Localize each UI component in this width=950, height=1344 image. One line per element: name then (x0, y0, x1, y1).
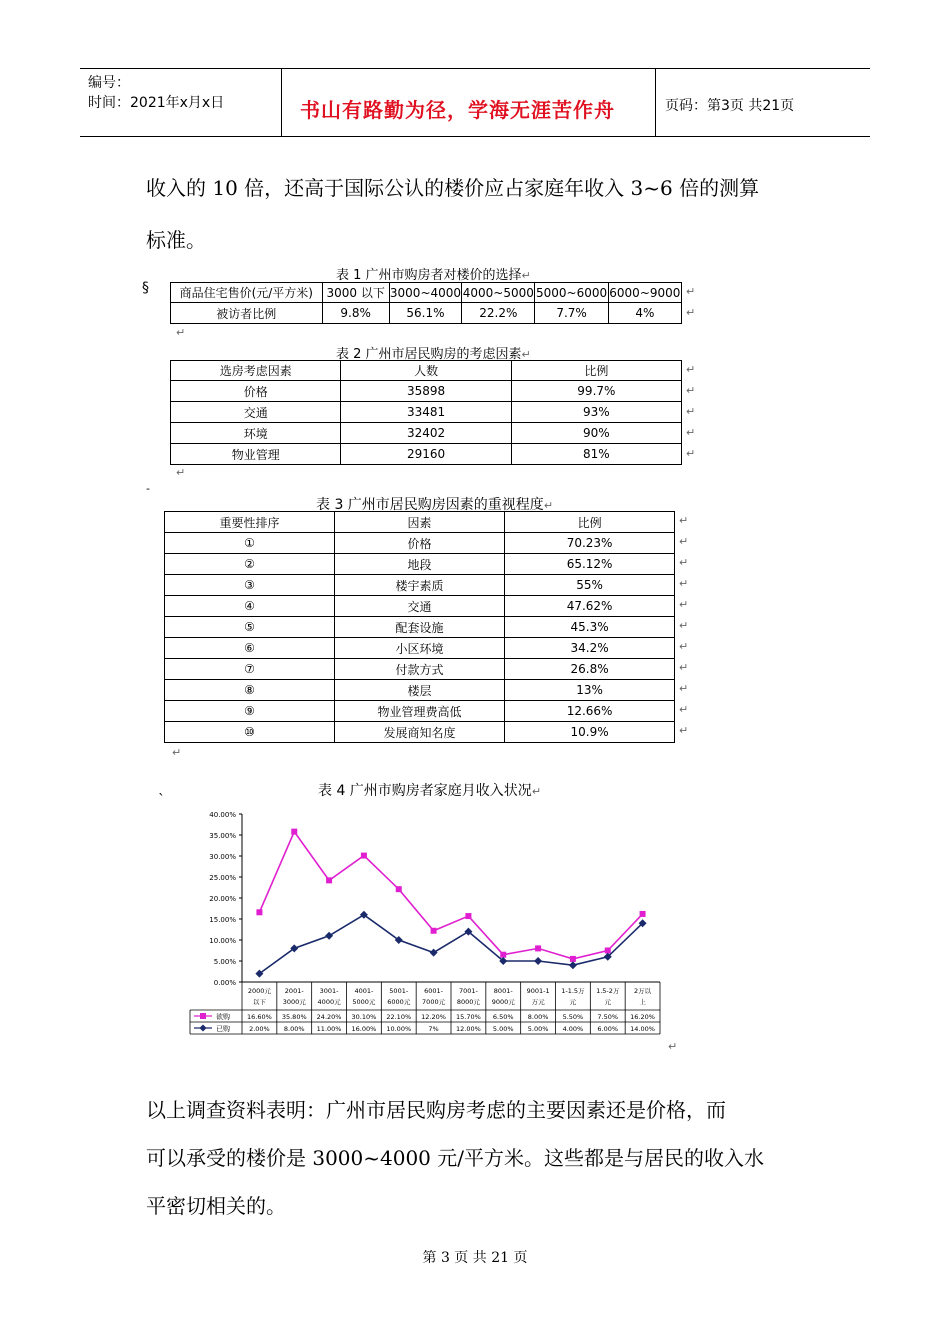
conclusion-line: 平密切相关的。 (146, 1194, 286, 1218)
table2-cell: 环境 (171, 423, 341, 444)
table3-cell: 付款方式 (334, 659, 504, 680)
table3-cell: 发展商知名度 (334, 722, 504, 743)
x-category-label: 8001- (493, 987, 513, 995)
data-point (534, 957, 542, 965)
data-label: 2.00% (249, 1025, 270, 1033)
x-category-label: 8000元 (456, 998, 480, 1006)
row-end-mark: ↵ (679, 598, 689, 611)
stray-mark: - (146, 482, 150, 495)
data-label: 5.00% (527, 1025, 549, 1033)
data-point (325, 932, 333, 940)
data-point (256, 909, 262, 915)
x-category-label: 7001- (458, 987, 478, 995)
intro-line: 标准。 (146, 228, 206, 252)
table3-cell: 47.62% (505, 596, 675, 617)
table3-cell: 45.3% (505, 617, 675, 638)
x-category-label: 2000元 (247, 987, 271, 995)
table3-cell: ⑨ (165, 701, 335, 722)
header-page-number: 页码：第3页 共21页 (665, 98, 795, 114)
table3-cell: 55% (505, 575, 675, 596)
x-category-label: 6000元 (387, 998, 411, 1006)
legend-marker (200, 1025, 207, 1032)
x-category-label: 2万以 (634, 987, 652, 995)
table1-cell: 22.2% (462, 303, 535, 324)
data-point (291, 829, 297, 835)
table3-cell: 楼层 (334, 680, 504, 701)
table1-cell: 56.1% (389, 303, 461, 324)
row-end-mark: ↵ (679, 514, 689, 527)
table1-header-cell: 3000~4000 (389, 283, 461, 303)
row-end-mark: ↵ (679, 640, 689, 653)
table2-cell: 90% (511, 423, 681, 444)
data-point (326, 877, 332, 883)
data-point (500, 952, 506, 958)
table3-cell: ⑦ (165, 659, 335, 680)
row-end-mark: ↵ (679, 556, 689, 569)
x-category-label: 3001- (319, 987, 339, 995)
row-end-mark: ↵ (686, 285, 696, 298)
table3-cell: 13% (505, 680, 675, 701)
data-label: 16.00% (351, 1025, 377, 1033)
header-divider (281, 68, 282, 136)
table3-row (165, 701, 675, 722)
table1-header-cell: 3000 以下 (322, 283, 389, 303)
table1-cell: 被访者比例 (171, 303, 323, 324)
intro-line: 收入的 10 倍，还高于国际公认的楼价应占家庭年收入 3~6 倍的测算 (146, 176, 760, 200)
data-label: 10.00% (386, 1025, 412, 1033)
table3-row (165, 533, 675, 554)
chart-title: 表 4 广州市购房者家庭月收入状况↵ (318, 783, 542, 799)
table3-header-cell: 重要性排序 (165, 512, 335, 533)
y-tick-label: 5.00% (213, 958, 236, 966)
table1-cell: 4% (608, 303, 681, 324)
table1-header-cell: 6000~9000 (608, 283, 681, 303)
table3-row (165, 575, 675, 596)
row-end-mark: ↵ (679, 535, 689, 548)
stray-mark: § (142, 280, 149, 296)
row-end-mark: ↵ (679, 619, 689, 632)
data-label: 7% (428, 1025, 439, 1033)
table3-row (165, 596, 675, 617)
table2-cell: 93% (511, 402, 681, 423)
data-label: 12.00% (456, 1025, 481, 1033)
row-end-mark: ↵ (679, 661, 689, 674)
data-label: 30.10% (351, 1013, 377, 1021)
header-motto: 书山有路勤为径，学海无涯苦作舟 (300, 98, 615, 122)
table2-cell: 32402 (341, 423, 511, 444)
table2-row (171, 381, 682, 402)
y-tick-label: 25.00% (209, 874, 236, 882)
paragraph-mark: ↵ (176, 466, 186, 479)
x-category-label: 万元 (531, 998, 545, 1006)
table3-row (165, 554, 675, 575)
x-category-label: 9001-1 (526, 987, 550, 995)
table3-caption: 表 3 广州市居民购房因素的重视程度↵ (316, 497, 554, 513)
data-label: 12.20% (421, 1013, 446, 1021)
table2 (170, 360, 682, 465)
y-tick-label: 15.00% (209, 916, 236, 924)
table3-header-cell: 因素 (334, 512, 504, 533)
row-end-mark: ↵ (686, 405, 696, 418)
table3-cell: 价格 (334, 533, 504, 554)
table1-caption: 表 1 广州市购房者对楼价的选择↵ (336, 268, 531, 283)
row-end-mark: ↵ (679, 703, 689, 716)
data-label: 35.80% (281, 1013, 307, 1021)
table2-row (171, 423, 682, 444)
table2-header-cell: 比例 (511, 361, 681, 381)
paragraph-mark: ↵ (176, 326, 186, 339)
table3 (164, 511, 675, 743)
row-end-mark: ↵ (686, 384, 696, 397)
page-footer: 第 3 页 共 21 页 (422, 1250, 528, 1266)
table3-row (165, 638, 675, 659)
stray-mark: ˎ (158, 780, 165, 796)
y-tick-label: 35.00% (209, 832, 236, 840)
table1-header-cell: 商品住宅售价(元/平方米) (171, 283, 323, 303)
table3-row (165, 680, 675, 701)
data-label: 7.50% (597, 1013, 619, 1021)
table3-cell: ⑥ (165, 638, 335, 659)
table3-row (165, 722, 675, 743)
x-category-label: 以下 (252, 998, 266, 1006)
row-end-mark: ↵ (679, 682, 689, 695)
table2-cell: 81% (511, 444, 681, 465)
table3-cell: 地段 (334, 554, 504, 575)
table3-row (165, 617, 675, 638)
table1-header-row (171, 283, 682, 303)
income-line-chart (170, 796, 670, 1046)
header-top-rule (80, 68, 870, 69)
row-end-mark: ↵ (686, 426, 696, 439)
table2-caption: 表 2 广州市居民购房的考虑因素↵ (336, 347, 531, 362)
table3-cell: ② (165, 554, 335, 575)
table3-cell: ④ (165, 596, 335, 617)
table3-cell: 70.23% (505, 533, 675, 554)
x-category-label: 9000元 (491, 998, 515, 1006)
table3-cell: ③ (165, 575, 335, 596)
x-category-label: 上 (639, 998, 646, 1006)
table3-cell: 34.2% (505, 638, 675, 659)
table2-header-cell: 人数 (341, 361, 511, 381)
table2-header-cell: 选房考虑因素 (171, 361, 341, 381)
header-bottom-rule (80, 136, 870, 137)
table3-row (165, 659, 675, 680)
data-point (569, 961, 577, 969)
table3-cell: 小区环境 (334, 638, 504, 659)
table1-cell: 9.8% (322, 303, 389, 324)
y-tick-label: 30.00% (209, 853, 236, 861)
table2-cell: 价格 (171, 381, 341, 402)
header-divider (655, 68, 656, 136)
row-end-mark: ↵ (686, 363, 696, 376)
row-end-mark: ↵ (679, 577, 689, 590)
conclusion-line: 可以承受的楼价是 3000~4000 元/平方米。这些都是与居民的收入水 (146, 1146, 765, 1170)
table2-cell: 29160 (341, 444, 511, 465)
data-label: 8.00% (527, 1013, 549, 1021)
table1-header-cell: 4000~5000 (462, 283, 535, 303)
x-category-label: 1-1.5万 (561, 987, 585, 995)
table3-cell: 楼宇素质 (334, 575, 504, 596)
data-label: 8.00% (283, 1025, 305, 1033)
table2-cell: 35898 (341, 381, 511, 402)
data-point (431, 928, 437, 934)
data-label: 22.10% (386, 1013, 412, 1021)
x-category-label: 2001- (284, 987, 304, 995)
paragraph-mark: ↵ (668, 1040, 678, 1053)
y-tick-label: 10.00% (209, 937, 236, 945)
data-label: 5.00% (492, 1025, 514, 1033)
paragraph-mark: ↵ (172, 746, 182, 759)
data-label: 6.50% (492, 1013, 514, 1021)
table2-row (171, 402, 682, 423)
header-date: 时间：2021年x月x日 (88, 95, 225, 111)
table1 (170, 282, 682, 324)
table2-row (171, 444, 682, 465)
table3-cell: 65.12% (505, 554, 675, 575)
table3-cell: ① (165, 533, 335, 554)
x-category-label: 4001- (354, 987, 374, 995)
table3-cell: ⑤ (165, 617, 335, 638)
table3-header-row (165, 512, 675, 533)
table2-cell: 99.7% (511, 381, 681, 402)
table1-cell: 7.7% (535, 303, 608, 324)
table3-cell: 交通 (334, 596, 504, 617)
x-category-label: 4000元 (317, 998, 341, 1006)
table3-cell: 配套设施 (334, 617, 504, 638)
x-category-label: 元 (604, 998, 611, 1006)
data-label: 15.70% (456, 1013, 481, 1021)
table1-row (171, 303, 682, 324)
data-point (430, 949, 438, 957)
table2-cell: 物业管理 (171, 444, 341, 465)
data-label: 24.20% (316, 1013, 342, 1021)
data-point (361, 853, 367, 859)
table2-cell: 33481 (341, 402, 511, 423)
data-point (535, 945, 541, 951)
y-tick-label: 40.00% (209, 811, 236, 819)
table1-header-cell: 5000~6000 (535, 283, 608, 303)
data-point (605, 948, 611, 954)
x-category-label: 元 (569, 998, 577, 1006)
legend-label: 已购 (216, 1025, 230, 1033)
table3-cell: 10.9% (505, 722, 675, 743)
data-label: 11.00% (316, 1025, 342, 1033)
legend-label: 欲购 (216, 1013, 230, 1021)
table3-cell: 物业管理费高低 (334, 701, 504, 722)
x-category-label: 1.5-2万 (596, 987, 620, 995)
x-category-label: 3000元 (282, 998, 306, 1006)
x-category-label: 5001- (389, 987, 409, 995)
legend-marker (200, 1013, 206, 1019)
data-label: 5.50% (562, 1013, 584, 1021)
x-category-label: 6001- (424, 987, 444, 995)
table3-cell: 26.8% (505, 659, 675, 680)
table3-cell: ⑩ (165, 722, 335, 743)
data-label: 14.00% (630, 1025, 655, 1033)
y-tick-label: 0.00% (213, 979, 236, 987)
data-point (640, 911, 646, 917)
table2-cell: 交通 (171, 402, 341, 423)
x-category-label: 5000元 (352, 998, 376, 1006)
table3-header-cell: 比例 (505, 512, 675, 533)
data-label: 4.00% (562, 1025, 584, 1033)
row-end-mark: ↵ (686, 306, 696, 319)
row-end-mark: ↵ (679, 724, 689, 737)
row-end-mark: ↵ (686, 447, 696, 460)
header-number-label: 编号： (88, 75, 130, 91)
data-label: 16.20% (630, 1013, 655, 1021)
data-label: 16.60% (247, 1013, 272, 1021)
table3-cell: ⑧ (165, 680, 335, 701)
x-category-label: 7000元 (422, 998, 446, 1006)
data-label: 6.00% (597, 1025, 619, 1033)
data-point (570, 956, 576, 962)
table2-header-row (171, 361, 682, 381)
data-point (396, 886, 402, 892)
y-tick-label: 20.00% (209, 895, 236, 903)
conclusion-line: 以上调查资料表明：广州市居民购房考虑的主要因素还是价格，而 (146, 1098, 726, 1122)
data-point (465, 913, 471, 919)
table3-cell: 12.66% (505, 701, 675, 722)
